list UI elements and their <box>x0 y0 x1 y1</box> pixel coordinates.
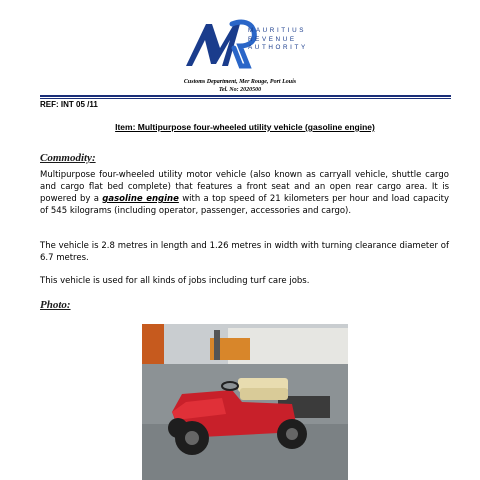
commodity-paragraph-2: The vehicle is 2.8 metres in length and 1.26 metres in width with turning clearance diameter of 6.7 metres. <box>40 241 449 263</box>
commodity-heading: Commodity: <box>40 152 96 164</box>
org-name-line2: REVENUE <box>248 35 297 43</box>
photo-heading: Photo: <box>40 299 71 311</box>
org-name <box>248 27 308 53</box>
telephone: Tel. No: 2020500 <box>218 87 262 93</box>
p1-emphasis: gasoline engine <box>102 194 179 204</box>
commodity-paragraph-1 <box>40 169 449 217</box>
org-name-line3: AUTHORITY <box>248 44 308 52</box>
p1-text-end: with a top speed of 21 kilometers per hour and load capacity of 545 kilograms (including operator, passenger, accessories and cargo). <box>40 194 449 216</box>
commodity-paragraph-3: This vehicle is used for all kinds of jobs including turf care jobs. <box>40 276 310 286</box>
header-rule-thin <box>40 98 451 99</box>
item-title: Item: Multipurpose four-wheeled utility vehicle (gasoline engine) <box>115 122 375 132</box>
header-rule <box>40 95 451 97</box>
vehicle-photo <box>142 324 348 480</box>
org-name-line1: MAURITIUS <box>248 27 307 34</box>
p1-text-start: Multipurpose four-wheeled utility motor vehicle (also known as carryall vehicle, shuttle cargo and cargo flat bed complete) that features a front seat and an open rear cargo area. It is powered by a <box>40 170 449 204</box>
address: Customs Department, Mer Rouge, Port Louis <box>183 79 297 85</box>
reference-number: REF: INT 05 /11 <box>40 100 98 109</box>
